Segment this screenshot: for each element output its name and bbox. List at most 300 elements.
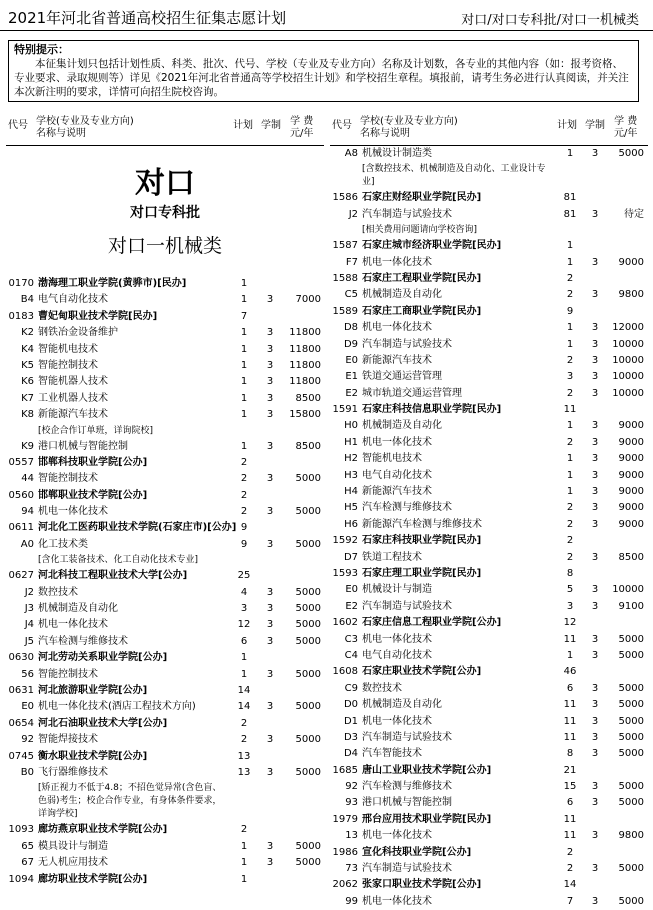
major-name: 智能焊接技术	[38, 734, 98, 746]
major-code: D3	[343, 731, 358, 743]
major-name: 汽车检测与维修技术	[362, 502, 452, 514]
major-years: 3	[591, 699, 599, 711]
major-years: 3	[591, 453, 599, 465]
notice-title: 特别提示：	[14, 43, 69, 56]
major-code: H5	[344, 502, 358, 514]
major-code: A8	[344, 148, 358, 159]
major-code: D0	[343, 699, 358, 711]
school-name: 邯郸科技职业学院[公办]	[38, 456, 148, 468]
major-name: 智能机电技术	[38, 343, 98, 355]
major-row	[6, 634, 324, 650]
header-school-line2: 名称与说明	[36, 128, 86, 139]
right-rows-list	[330, 146, 648, 910]
major-plan: 3	[240, 603, 248, 615]
major-name: 工业机器人技术	[38, 392, 108, 404]
major-plan: 15	[563, 781, 577, 793]
major-row	[330, 828, 648, 844]
school-code: 1589	[332, 305, 358, 317]
major-code: K8	[21, 409, 34, 421]
major-years: 3	[591, 781, 599, 793]
major-years: 3	[591, 208, 599, 220]
header-fee-line2: 元/年	[614, 128, 638, 139]
school-code: 0631	[8, 684, 34, 696]
major-fee: 8500	[618, 551, 644, 563]
school-name: 邯郸职业技术学院[公办]	[38, 489, 148, 501]
school-plan: 1	[566, 240, 574, 252]
major-row	[330, 146, 648, 162]
major-row	[6, 601, 324, 617]
column-header	[6, 113, 324, 146]
major-years: 3	[591, 148, 599, 159]
major-row	[330, 255, 648, 271]
major-fee: 9000	[618, 469, 644, 481]
major-name: 机械制造及自动化	[362, 289, 442, 301]
school-row	[330, 845, 648, 861]
major-name: 机电一体化技术(酒店工程技术方向)	[38, 701, 196, 713]
major-plan: 1	[240, 359, 248, 371]
document-title: 2021年河北省普通高校招生征集志愿计划	[8, 9, 287, 27]
major-plan: 8	[566, 748, 574, 760]
major-fee: 5000	[618, 633, 644, 645]
school-row	[330, 190, 648, 206]
major-years: 3	[591, 715, 599, 727]
school-name: 石家庄信息工程职业学院[公办]	[362, 617, 502, 629]
school-row	[330, 566, 648, 582]
school-name: 石家庄科技信息职业学院[民办]	[362, 404, 502, 416]
major-years: 3	[266, 857, 274, 869]
major-years: 3	[266, 294, 274, 306]
major-years: 3	[266, 327, 274, 339]
major-years: 3	[591, 322, 599, 334]
major-name: 飞行器维修技术	[38, 766, 108, 778]
school-name: 唐山工业职业技术学院[公办]	[362, 764, 492, 776]
major-name: 机械设计制造类	[362, 148, 432, 159]
note-row	[6, 781, 324, 822]
school-plan: 2	[240, 717, 248, 729]
major-name: 机械制造及自动化	[38, 603, 118, 615]
note-text: [含数控技术、机械制造及自动化、工业设计专业]	[362, 164, 546, 188]
page-header	[0, 0, 653, 31]
school-row	[6, 872, 324, 888]
major-code: E0	[345, 354, 358, 366]
major-code: 94	[21, 506, 34, 518]
school-plan: 25	[237, 570, 251, 582]
school-plan: 14	[563, 879, 577, 891]
major-code: D4	[343, 748, 358, 760]
major-row	[6, 391, 324, 407]
school-row	[330, 238, 648, 254]
major-years: 3	[591, 748, 599, 760]
major-code: C9	[344, 682, 358, 694]
school-name: 廊坊燕京职业技术学院[公办]	[38, 824, 168, 836]
school-code: 1586	[332, 192, 358, 204]
major-name: 机电一体化技术	[362, 895, 432, 907]
school-name: 衡水职业技术学院[公办]	[38, 750, 148, 762]
major-years: 3	[591, 600, 599, 612]
major-fee: 9800	[618, 289, 644, 301]
note-row	[6, 424, 324, 439]
major-years: 3	[591, 584, 599, 596]
major-row	[330, 632, 648, 648]
school-plan: 11	[563, 813, 577, 825]
major-plan: 1	[566, 148, 574, 159]
major-name: 智能机电技术	[362, 453, 422, 465]
major-row	[330, 599, 648, 615]
major-years: 3	[591, 338, 599, 350]
major-fee: 5000	[295, 857, 321, 869]
major-fee: 10000	[612, 387, 644, 399]
major-plan: 11	[563, 830, 577, 842]
school-row	[330, 615, 648, 631]
major-fee: 待定	[624, 208, 644, 220]
major-code: H4	[344, 486, 358, 498]
major-code: K5	[21, 359, 34, 371]
major-plan: 1	[240, 857, 248, 869]
header-fee-line1: 学 费	[614, 116, 638, 127]
school-plan: 9	[240, 522, 248, 534]
major-fee: 5000	[295, 766, 321, 778]
major-code: E2	[345, 387, 358, 399]
major-name: 无人机应用技术	[38, 857, 108, 869]
major-fee: 9000	[618, 420, 644, 432]
major-code: J3	[24, 603, 34, 615]
major-plan: 81	[563, 208, 577, 220]
major-code: H2	[344, 453, 358, 465]
major-name: 汽车制造与试验技术	[362, 208, 452, 220]
major-code: 67	[21, 857, 34, 869]
school-code: 0170	[8, 278, 34, 289]
major-fee: 5000	[295, 586, 321, 598]
school-plan: 2	[566, 272, 574, 284]
school-name: 张家口职业技术学院[公办]	[362, 879, 482, 891]
major-name: 智能控制技术	[38, 473, 98, 485]
school-code: 0745	[8, 750, 34, 762]
major-years: 3	[591, 420, 599, 432]
school-code: 1094	[8, 873, 34, 885]
major-name: 汽车检测与维修技术	[362, 781, 452, 793]
major-row	[6, 765, 324, 781]
major-fee: 15800	[289, 409, 321, 421]
major-row	[6, 374, 324, 390]
major-name: 汽车制造与试验技术	[362, 600, 452, 612]
school-row	[6, 488, 324, 504]
major-years: 3	[266, 586, 274, 598]
major-fee: 5000	[295, 538, 321, 550]
school-row	[6, 520, 324, 536]
major-name: 机电一体化技术	[362, 715, 432, 727]
major-years: 3	[591, 256, 599, 268]
major-fee: 5000	[618, 895, 644, 907]
major-code: H0	[344, 420, 358, 432]
major-fee: 10000	[612, 584, 644, 596]
major-name: 机电一体化技术	[38, 619, 108, 631]
school-name: 河北劳动关系职业学院[公办]	[38, 652, 168, 664]
school-name: 邢台应用技术职业学院[民办]	[362, 813, 492, 825]
major-plan: 1	[240, 668, 248, 680]
school-code: 0611	[8, 522, 34, 534]
major-row	[6, 699, 324, 715]
major-fee: 5000	[618, 699, 644, 711]
school-row	[330, 304, 648, 320]
major-code: B4	[20, 294, 34, 306]
major-plan: 2	[566, 551, 574, 563]
major-years: 3	[591, 436, 599, 448]
school-name: 石家庄工商职业学院[民办]	[362, 305, 482, 317]
major-code: J4	[24, 619, 34, 631]
major-years: 3	[591, 863, 599, 875]
major-name: 新能源汽车技术	[38, 409, 108, 421]
section-category-title: 对口一机械类	[107, 235, 222, 257]
major-code: F7	[345, 256, 358, 268]
major-row	[330, 517, 648, 533]
major-name: 汽车制造与试验技术	[362, 338, 452, 350]
major-row	[330, 207, 648, 223]
major-row	[330, 337, 648, 353]
major-plan: 2	[566, 863, 574, 875]
major-years: 3	[266, 840, 274, 852]
major-code: 13	[345, 830, 358, 842]
major-code: K2	[21, 327, 34, 339]
major-fee: 5000	[295, 701, 321, 713]
major-name: 铁道交通运营管理	[362, 371, 442, 383]
major-years: 3	[591, 387, 599, 399]
major-name: 智能控制技术	[38, 668, 98, 680]
major-code: H6	[344, 518, 358, 530]
major-plan: 5	[566, 584, 574, 596]
major-fee: 11800	[289, 343, 321, 355]
header-years: 学制	[261, 120, 281, 131]
major-fee: 9000	[618, 518, 644, 530]
major-name: 汽车智能技术	[362, 748, 422, 760]
school-plan: 1	[240, 652, 248, 664]
major-plan: 11	[563, 699, 577, 711]
major-name: 新能源汽车技术	[362, 486, 432, 498]
major-years: 3	[591, 354, 599, 366]
major-plan: 11	[563, 715, 577, 727]
major-plan: 11	[563, 731, 577, 743]
major-name: 钢铁冶金设备维护	[38, 327, 118, 339]
major-code: 65	[21, 840, 34, 852]
major-name: 化工技术类	[38, 538, 88, 550]
major-fee: 5000	[618, 797, 644, 809]
major-fee: 9000	[618, 502, 644, 514]
school-name: 石家庄职业技术学院[公办]	[362, 666, 482, 678]
major-fee: 11800	[289, 376, 321, 388]
major-row	[330, 894, 648, 910]
major-row	[6, 292, 324, 308]
header-school-line1: 学校(专业及专业方向)	[360, 116, 458, 127]
major-row	[330, 386, 648, 402]
school-name: 曹妃甸职业技术学院[民办]	[38, 310, 158, 322]
major-plan: 6	[566, 797, 574, 809]
major-row	[330, 582, 648, 598]
major-row	[330, 353, 648, 369]
major-years: 3	[591, 502, 599, 514]
major-name: 城市轨道交通运营管理	[362, 387, 462, 399]
major-row	[330, 730, 648, 746]
school-row	[6, 276, 324, 292]
school-row	[6, 749, 324, 765]
note-text: [含化工装备技术、化工自动化技术专业]	[38, 555, 199, 566]
major-years: 3	[266, 734, 274, 746]
major-row	[6, 585, 324, 601]
major-name: 电气自动化技术	[362, 469, 432, 481]
major-fee: 5000	[295, 619, 321, 631]
school-code: 1093	[8, 824, 34, 836]
header-school	[360, 116, 458, 140]
major-plan: 3	[566, 371, 574, 383]
major-row	[330, 500, 648, 516]
major-row	[330, 451, 648, 467]
major-fee: 5000	[618, 649, 644, 661]
major-plan: 12	[237, 619, 251, 631]
major-fee: 5000	[295, 840, 321, 852]
school-name: 宣化科技职业学院[公办]	[362, 846, 472, 858]
major-years: 3	[591, 518, 599, 530]
major-years: 3	[266, 701, 274, 713]
section-big-title: 对口	[135, 166, 195, 201]
major-code: D1	[343, 715, 358, 727]
major-years: 3	[266, 359, 274, 371]
school-plan: 21	[563, 764, 577, 776]
major-code: 56	[21, 668, 34, 680]
notice-box	[8, 40, 639, 102]
school-name: 石家庄工程职业学院[民办]	[362, 272, 482, 284]
major-plan: 11	[563, 633, 577, 645]
notice-body: 本征集计划只包括计划性质、科类、批次、代号、学校（专业及专业方向）名称及计划数，各专业的其他内容（如：报考资格、专业要求、录取规则等）详见《2021年河北省普通高等学校招生计划》和学校招生章程。填报前，请考生务必进行认真阅读，并关注本次新注明的要求，详情可向招生院校咨询。	[14, 58, 629, 98]
major-row	[330, 320, 648, 336]
school-row	[330, 877, 648, 893]
major-years: 3	[266, 440, 274, 452]
major-name: 机电一体化技术	[362, 436, 432, 448]
major-name: 汽车检测与维修技术	[38, 635, 128, 647]
major-code: 92	[21, 734, 34, 746]
school-name: 河北石油职业技术大学[公办]	[38, 717, 168, 729]
major-row	[330, 435, 648, 451]
major-name: 汽车制造与试验技术	[362, 731, 452, 743]
major-years: 3	[591, 731, 599, 743]
major-code: C5	[344, 289, 358, 301]
major-years: 3	[591, 797, 599, 809]
header-school	[36, 116, 134, 140]
major-plan: 1	[240, 343, 248, 355]
major-row	[6, 855, 324, 871]
school-row	[6, 716, 324, 732]
major-fee: 5000	[618, 715, 644, 727]
major-years: 3	[591, 895, 599, 907]
major-years: 3	[591, 830, 599, 842]
major-row	[330, 287, 648, 303]
major-plan: 2	[240, 506, 248, 518]
header-fee	[614, 116, 637, 140]
major-plan: 1	[566, 486, 574, 498]
major-name: 新能源汽车检测与维修技术	[362, 518, 482, 530]
major-fee: 10000	[612, 338, 644, 350]
major-plan: 2	[240, 473, 248, 485]
major-name: 智能机器人技术	[38, 376, 108, 388]
header-school-line2: 名称与说明	[360, 128, 410, 139]
major-fee: 9000	[618, 486, 644, 498]
major-fee: 11800	[289, 359, 321, 371]
school-plan: 7	[240, 310, 248, 322]
major-fee: 8500	[295, 392, 321, 404]
major-name: 智能控制技术	[38, 359, 98, 371]
school-plan: 12	[563, 617, 577, 629]
major-plan: 1	[240, 294, 248, 306]
right-column	[330, 113, 648, 910]
major-fee: 5000	[295, 734, 321, 746]
major-plan: 2	[566, 289, 574, 301]
major-code: H3	[344, 469, 358, 481]
major-code: A0	[20, 538, 34, 550]
major-fee: 9100	[618, 600, 644, 612]
major-plan: 1	[566, 469, 574, 481]
school-code: 0630	[8, 652, 34, 664]
major-fee: 9800	[618, 830, 644, 842]
major-row	[6, 537, 324, 553]
major-fee: 7000	[295, 294, 321, 306]
major-code: D8	[343, 322, 358, 334]
school-code: 1587	[332, 240, 358, 252]
major-code: E0	[345, 584, 358, 596]
school-name: 河北旅游职业学院[公办]	[38, 684, 148, 696]
major-row	[330, 746, 648, 762]
major-code: C3	[344, 633, 358, 645]
major-fee: 12000	[612, 322, 644, 334]
major-code: 92	[345, 781, 358, 793]
major-code: C4	[344, 649, 358, 661]
major-years: 3	[266, 343, 274, 355]
major-name: 数控技术	[38, 586, 78, 598]
major-fee: 10000	[612, 371, 644, 383]
left-column	[6, 113, 324, 888]
major-plan: 4	[240, 586, 248, 598]
major-years: 3	[591, 486, 599, 498]
note-row	[6, 553, 324, 568]
school-plan: 81	[563, 192, 577, 204]
school-code: 1588	[332, 272, 358, 284]
major-code: B0	[20, 766, 34, 778]
major-code: E2	[345, 600, 358, 612]
major-fee: 5000	[618, 748, 644, 760]
major-row	[6, 407, 324, 423]
major-years: 3	[266, 619, 274, 631]
major-fee: 9000	[618, 436, 644, 448]
school-code: 1608	[332, 666, 358, 678]
major-code: 99	[345, 895, 358, 907]
school-code: 0627	[8, 570, 34, 582]
major-code: J2	[24, 586, 34, 598]
major-name: 机械设计与制造	[362, 584, 432, 596]
major-fee: 5000	[295, 506, 321, 518]
school-plan: 11	[563, 404, 577, 416]
major-name: 铁道工程技术	[362, 551, 422, 563]
major-years: 3	[266, 538, 274, 550]
note-row	[330, 223, 648, 238]
school-code: 0654	[8, 717, 34, 729]
school-plan: 2	[566, 846, 574, 858]
school-code: 0560	[8, 489, 34, 501]
major-fee: 5000	[618, 148, 644, 159]
major-plan: 1	[566, 338, 574, 350]
major-plan: 6	[566, 682, 574, 694]
major-years: 3	[591, 682, 599, 694]
major-plan: 1	[566, 256, 574, 268]
major-row	[330, 468, 648, 484]
school-row	[330, 533, 648, 549]
major-fee: 5000	[618, 682, 644, 694]
school-row	[6, 309, 324, 325]
